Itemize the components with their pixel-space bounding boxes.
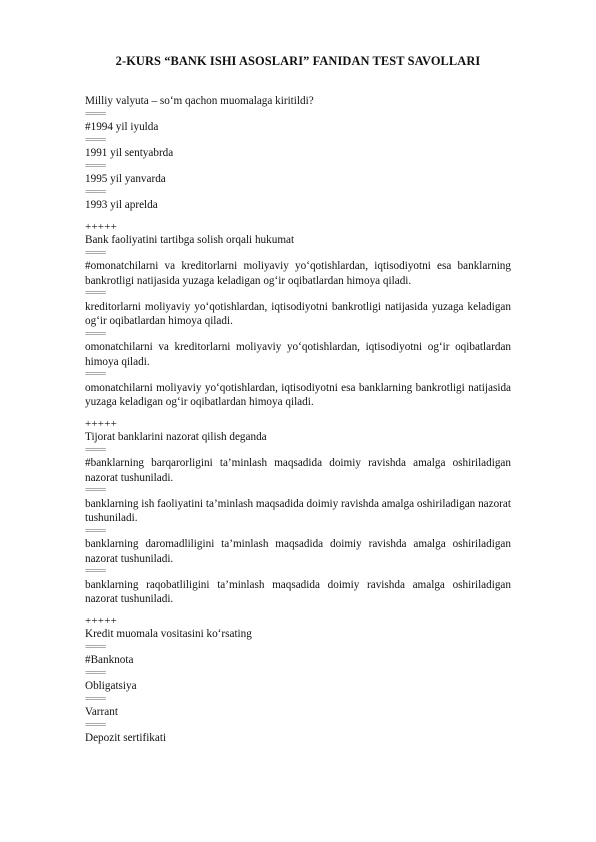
separator: ===== bbox=[85, 247, 106, 258]
separator: ===== bbox=[85, 566, 106, 576]
document-title: 2-KURS “BANK ISHI ASOSLARI” FANIDAN TEST SAVOLLARI bbox=[115, 54, 481, 68]
answer-option: Varrant bbox=[85, 706, 118, 718]
separator: ===== bbox=[85, 667, 106, 678]
answer-correct: #Banknota bbox=[85, 654, 134, 666]
separator: ===== bbox=[85, 186, 106, 197]
separator: ===== bbox=[85, 719, 106, 730]
question-text: Milliy valyuta – so‘m qachon muomalaga kiritildi? bbox=[85, 95, 314, 107]
test-questions bbox=[85, 94, 511, 746]
question-block bbox=[85, 418, 511, 607]
answer-option: 1991 yil sentyabrda bbox=[85, 147, 174, 159]
separator: ===== bbox=[85, 444, 106, 455]
separator: ===== bbox=[85, 693, 106, 704]
separator: ===== bbox=[85, 160, 106, 171]
answer-correct: #1994 yil iyulda bbox=[85, 121, 159, 133]
answer-option: Depozit sertifikati bbox=[85, 732, 167, 744]
question-block bbox=[85, 615, 511, 746]
answer-option: omonatchilarni moliyaviy yo‘qotishlardan, iqtisodiyotni esa banklarning bankrotligi natijasida yuzaga keladigan og‘ir oqibatlardan himoya qiladi. bbox=[85, 381, 511, 408]
separator: ===== bbox=[85, 288, 106, 298]
separator: ===== bbox=[85, 108, 106, 119]
question-divider: +++++ bbox=[85, 614, 118, 627]
question-block bbox=[85, 94, 511, 213]
question-divider: +++++ bbox=[85, 417, 118, 430]
answer-option: banklarning ish faoliyatini ta’minlash maqsadida doimiy ravishda amalga oshiriladigan nazorat tushuniladi. bbox=[85, 497, 511, 524]
separator: ===== bbox=[85, 525, 106, 536]
separator: ===== bbox=[85, 134, 106, 145]
separator: ===== bbox=[85, 485, 106, 495]
question-text: Kredit muomala vositasini ko‘rsating bbox=[85, 628, 252, 640]
answer-option: banklarning raqobatliligini ta’minlash maqsadida doimiy ravishda amalga oshiriladigan nazorat tushuniladi. bbox=[85, 578, 511, 605]
answer-correct: #banklarning barqarorligini ta’minlash maqsadida doimiy ravishda amalga oshiriladigan nazorat tushuniladi. bbox=[85, 457, 511, 484]
separator: ===== bbox=[85, 369, 106, 379]
answer-option: 1995 yil yanvarda bbox=[85, 173, 166, 185]
question-text: Tijorat banklarini nazorat qilish deganda bbox=[85, 431, 267, 443]
answer-option: kreditorlarni moliyaviy yo‘qotishlardan, iqtisodiyotni bankrotligi natijasida yuzaga keladigan og‘ir oqibatlardan himoya qiladi. bbox=[85, 300, 511, 327]
answer-option: Obligatsiya bbox=[85, 680, 137, 692]
question-divider: +++++ bbox=[85, 220, 118, 233]
answer-option: 1993 yil aprelda bbox=[85, 199, 158, 211]
answer-option: omonatchilarni va kreditorlarni moliyaviy yo‘qotishlardan, iqtisodiyotni og‘ir oqibatlardan himoya qiladi. bbox=[85, 341, 511, 368]
question-block bbox=[85, 221, 511, 410]
separator: ===== bbox=[85, 328, 106, 339]
separator: ===== bbox=[85, 641, 106, 652]
answer-correct: #omonatchilarni va kreditorlarni moliyaviy yo‘qotishlardan, iqtisodiyotni esa banklarning bankrotligi natijasida yuzaga keladigan og‘ir oqibatlardan himoya qiladi. bbox=[85, 260, 511, 287]
answer-option: banklarning daromadliligini ta’minlash maqsadida doimiy ravishda amalga oshiriladigan nazorat tushuniladi. bbox=[85, 538, 511, 565]
question-text: Bank faoliyatini tartibga solish orqali hukumat bbox=[85, 234, 295, 246]
